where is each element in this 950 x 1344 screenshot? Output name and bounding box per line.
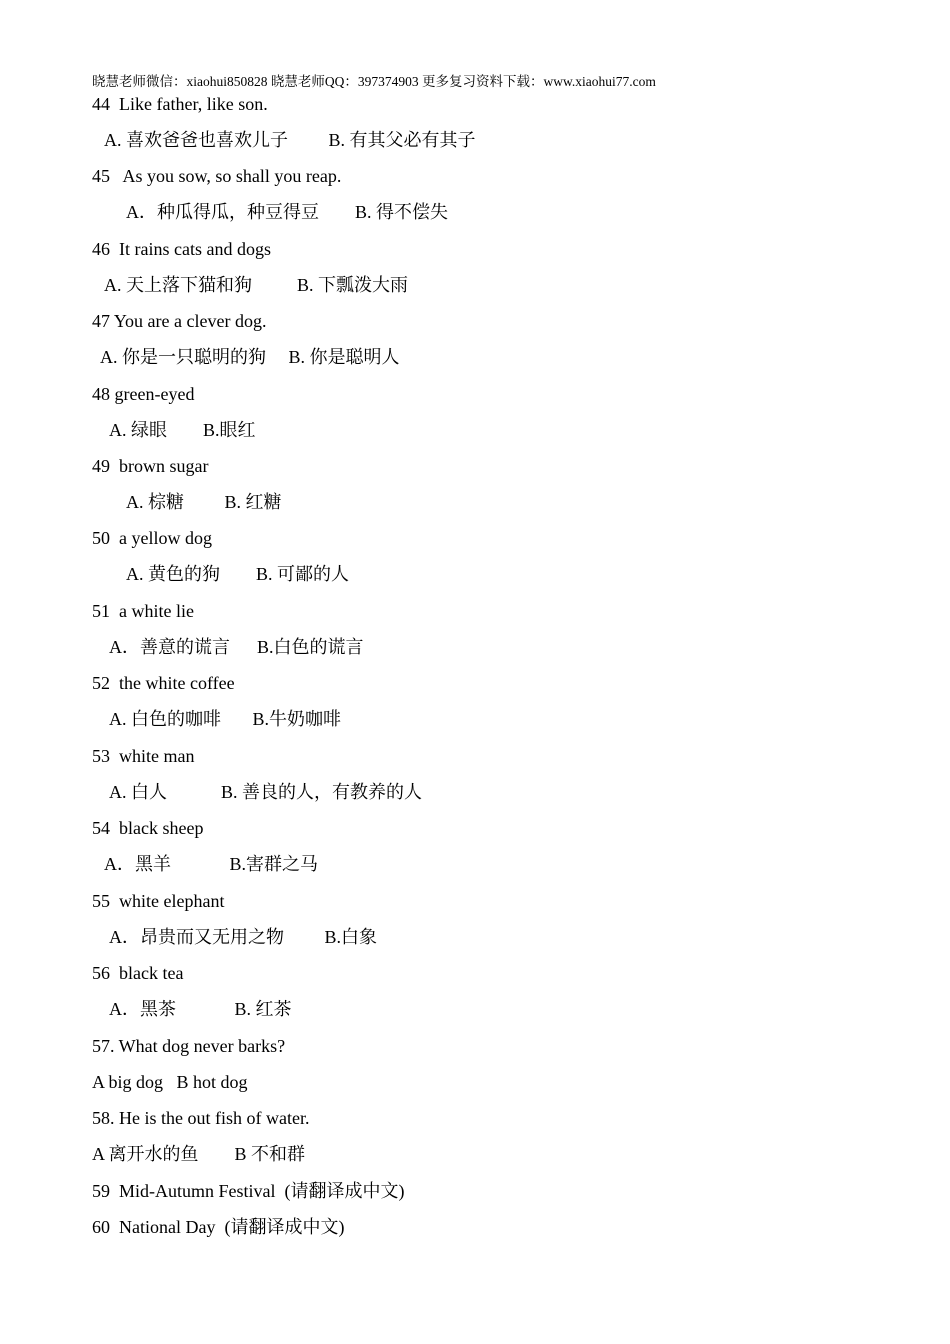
options-44: A. 喜欢爸爸也喜欢儿子 B. 有其父必有其子 <box>104 130 476 150</box>
options-57: A big dog B hot dog <box>92 1072 248 1092</box>
question-51: 51 a white lie <box>92 601 194 621</box>
options-45: A．种瓜得瓜，种豆得豆 B. 得不偿失 <box>126 202 449 222</box>
options-46: A. 天上落下猫和狗 B. 下瓢泼大雨 <box>104 275 409 295</box>
question-50: 50 a yellow dog <box>92 528 212 548</box>
question-59: 59 Mid-Autumn Festival (请翻译成中文) <box>92 1181 405 1201</box>
options-58: A 离开水的鱼 B 不和群 <box>92 1144 306 1164</box>
question-53: 53 white man <box>92 746 195 766</box>
options-47: A. 你是一只聪明的狗 B. 你是聪明人 <box>100 347 400 367</box>
options-56: A．黑茶 B. 红茶 <box>109 999 292 1019</box>
question-56: 56 black tea <box>92 963 184 983</box>
question-47: 47 You are a clever dog. <box>92 311 267 331</box>
question-57: 57. What dog never barks? <box>92 1036 286 1056</box>
question-60: 60 National Day (请翻译成中文) <box>92 1217 345 1237</box>
options-51: A．善意的谎言 B.白色的谎言 <box>109 637 364 657</box>
question-55: 55 white elephant <box>92 891 225 911</box>
options-48: A. 绿眼 B.眼红 <box>109 420 256 440</box>
options-49: A. 棕糖 B. 红糖 <box>126 492 282 512</box>
question-46: 46 It rains cats and dogs <box>92 239 271 259</box>
question-45: 45 As you sow, so shall you reap. <box>92 166 342 186</box>
options-52: A. 白色的咖啡 B.牛奶咖啡 <box>109 709 342 729</box>
question-52: 52 the white coffee <box>92 673 235 693</box>
question-54: 54 black sheep <box>92 818 204 838</box>
question-58: 58. He is the out fish of water. <box>92 1108 310 1128</box>
options-50: A. 黄色的狗 B. 可鄙的人 <box>126 564 350 584</box>
question-44: 44 Like father, like son. <box>92 94 268 114</box>
question-48: 48 green-eyed <box>92 384 195 404</box>
question-49: 49 brown sugar <box>92 456 209 476</box>
options-53: A. 白人 B. 善良的人，有教养的人 <box>109 782 423 802</box>
options-55: A．昂贵而又无用之物 B.白象 <box>109 927 378 947</box>
options-54: A．黑羊 B.害群之马 <box>104 854 319 874</box>
page-header: 晓慧老师微信：xiaohui850828 晓慧老师QQ：397374903 更多复习资料下载：www.xiaohui77.com <box>92 74 656 89</box>
